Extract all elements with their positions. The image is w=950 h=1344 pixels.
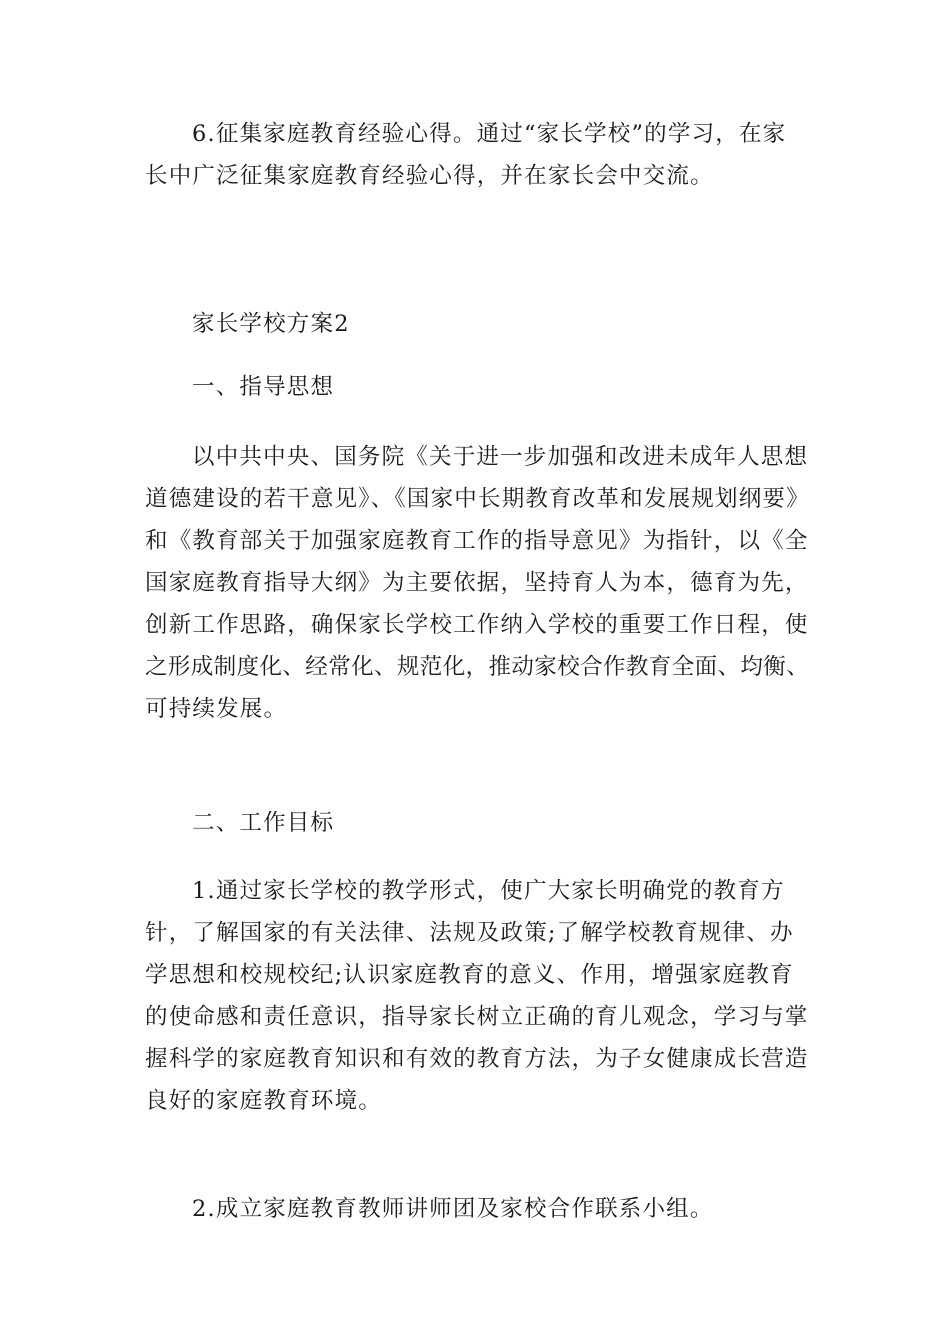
text-line: 针，了解国家的有关法律、法规及政策;了解学校教育规律、办 bbox=[145, 920, 794, 946]
text-line: 良好的家庭教育环境。 bbox=[145, 1088, 383, 1114]
text-line: 二、工作目标 bbox=[192, 810, 335, 836]
text-line: 和《教育部关于加强家庭教育工作的指导意见》为指针，以《全 bbox=[145, 528, 809, 554]
text-line: 握科学的家庭教育知识和有效的教育方法，为子女健康成长营造 bbox=[145, 1046, 809, 1072]
text-line: 家长学校方案2 bbox=[192, 311, 350, 337]
text-line: 1.通过家长学校的教学形式，使广大家长明确党的教育方 bbox=[192, 878, 785, 904]
paragraph-item-6 bbox=[145, 113, 810, 197]
paragraph-guiding-thought bbox=[145, 436, 810, 730]
heading-guiding-thought bbox=[145, 366, 810, 408]
text-line: 学思想和校规校纪;认识家庭教育的意义、作用，增强家庭教育 bbox=[145, 962, 794, 988]
text-line: 之形成制度化、经常化、规范化，推动家校合作教育全面、均衡、 bbox=[145, 654, 810, 680]
heading-work-goals bbox=[145, 802, 810, 844]
text-line: 可持续发展。 bbox=[145, 696, 288, 722]
text-line: 的使命感和责任意识，指导家长树立正确的育儿观念，学习与掌 bbox=[145, 1004, 809, 1030]
section-title bbox=[145, 303, 810, 345]
text-line: 6.征集家庭教育经验心得。通过“家长学校”的学习，在家 bbox=[192, 121, 787, 147]
text-line: 以中共中央、国务院《关于进一步加强和改进未成年人思想 bbox=[192, 444, 809, 470]
text-line: 2.成立家庭教育教师讲师团及家校合作联系小组。 bbox=[192, 1196, 714, 1222]
text-line: 国家庭教育指导大纲》为主要依据，坚持育人为本，德育为先， bbox=[145, 570, 809, 596]
text-line: 一、指导思想 bbox=[192, 374, 335, 400]
paragraph-goal-1 bbox=[145, 870, 810, 1122]
text-line: 道德建设的若干意见》、《国家中长期教育改革和发展规划纲要》 bbox=[145, 486, 810, 512]
text-line: 长中广泛征集家庭教育经验心得，并在家长会中交流。 bbox=[145, 163, 714, 189]
paragraph-goal-2 bbox=[145, 1188, 810, 1230]
text-line: 创新工作思路，确保家长学校工作纳入学校的重要工作日程，使 bbox=[145, 612, 809, 638]
